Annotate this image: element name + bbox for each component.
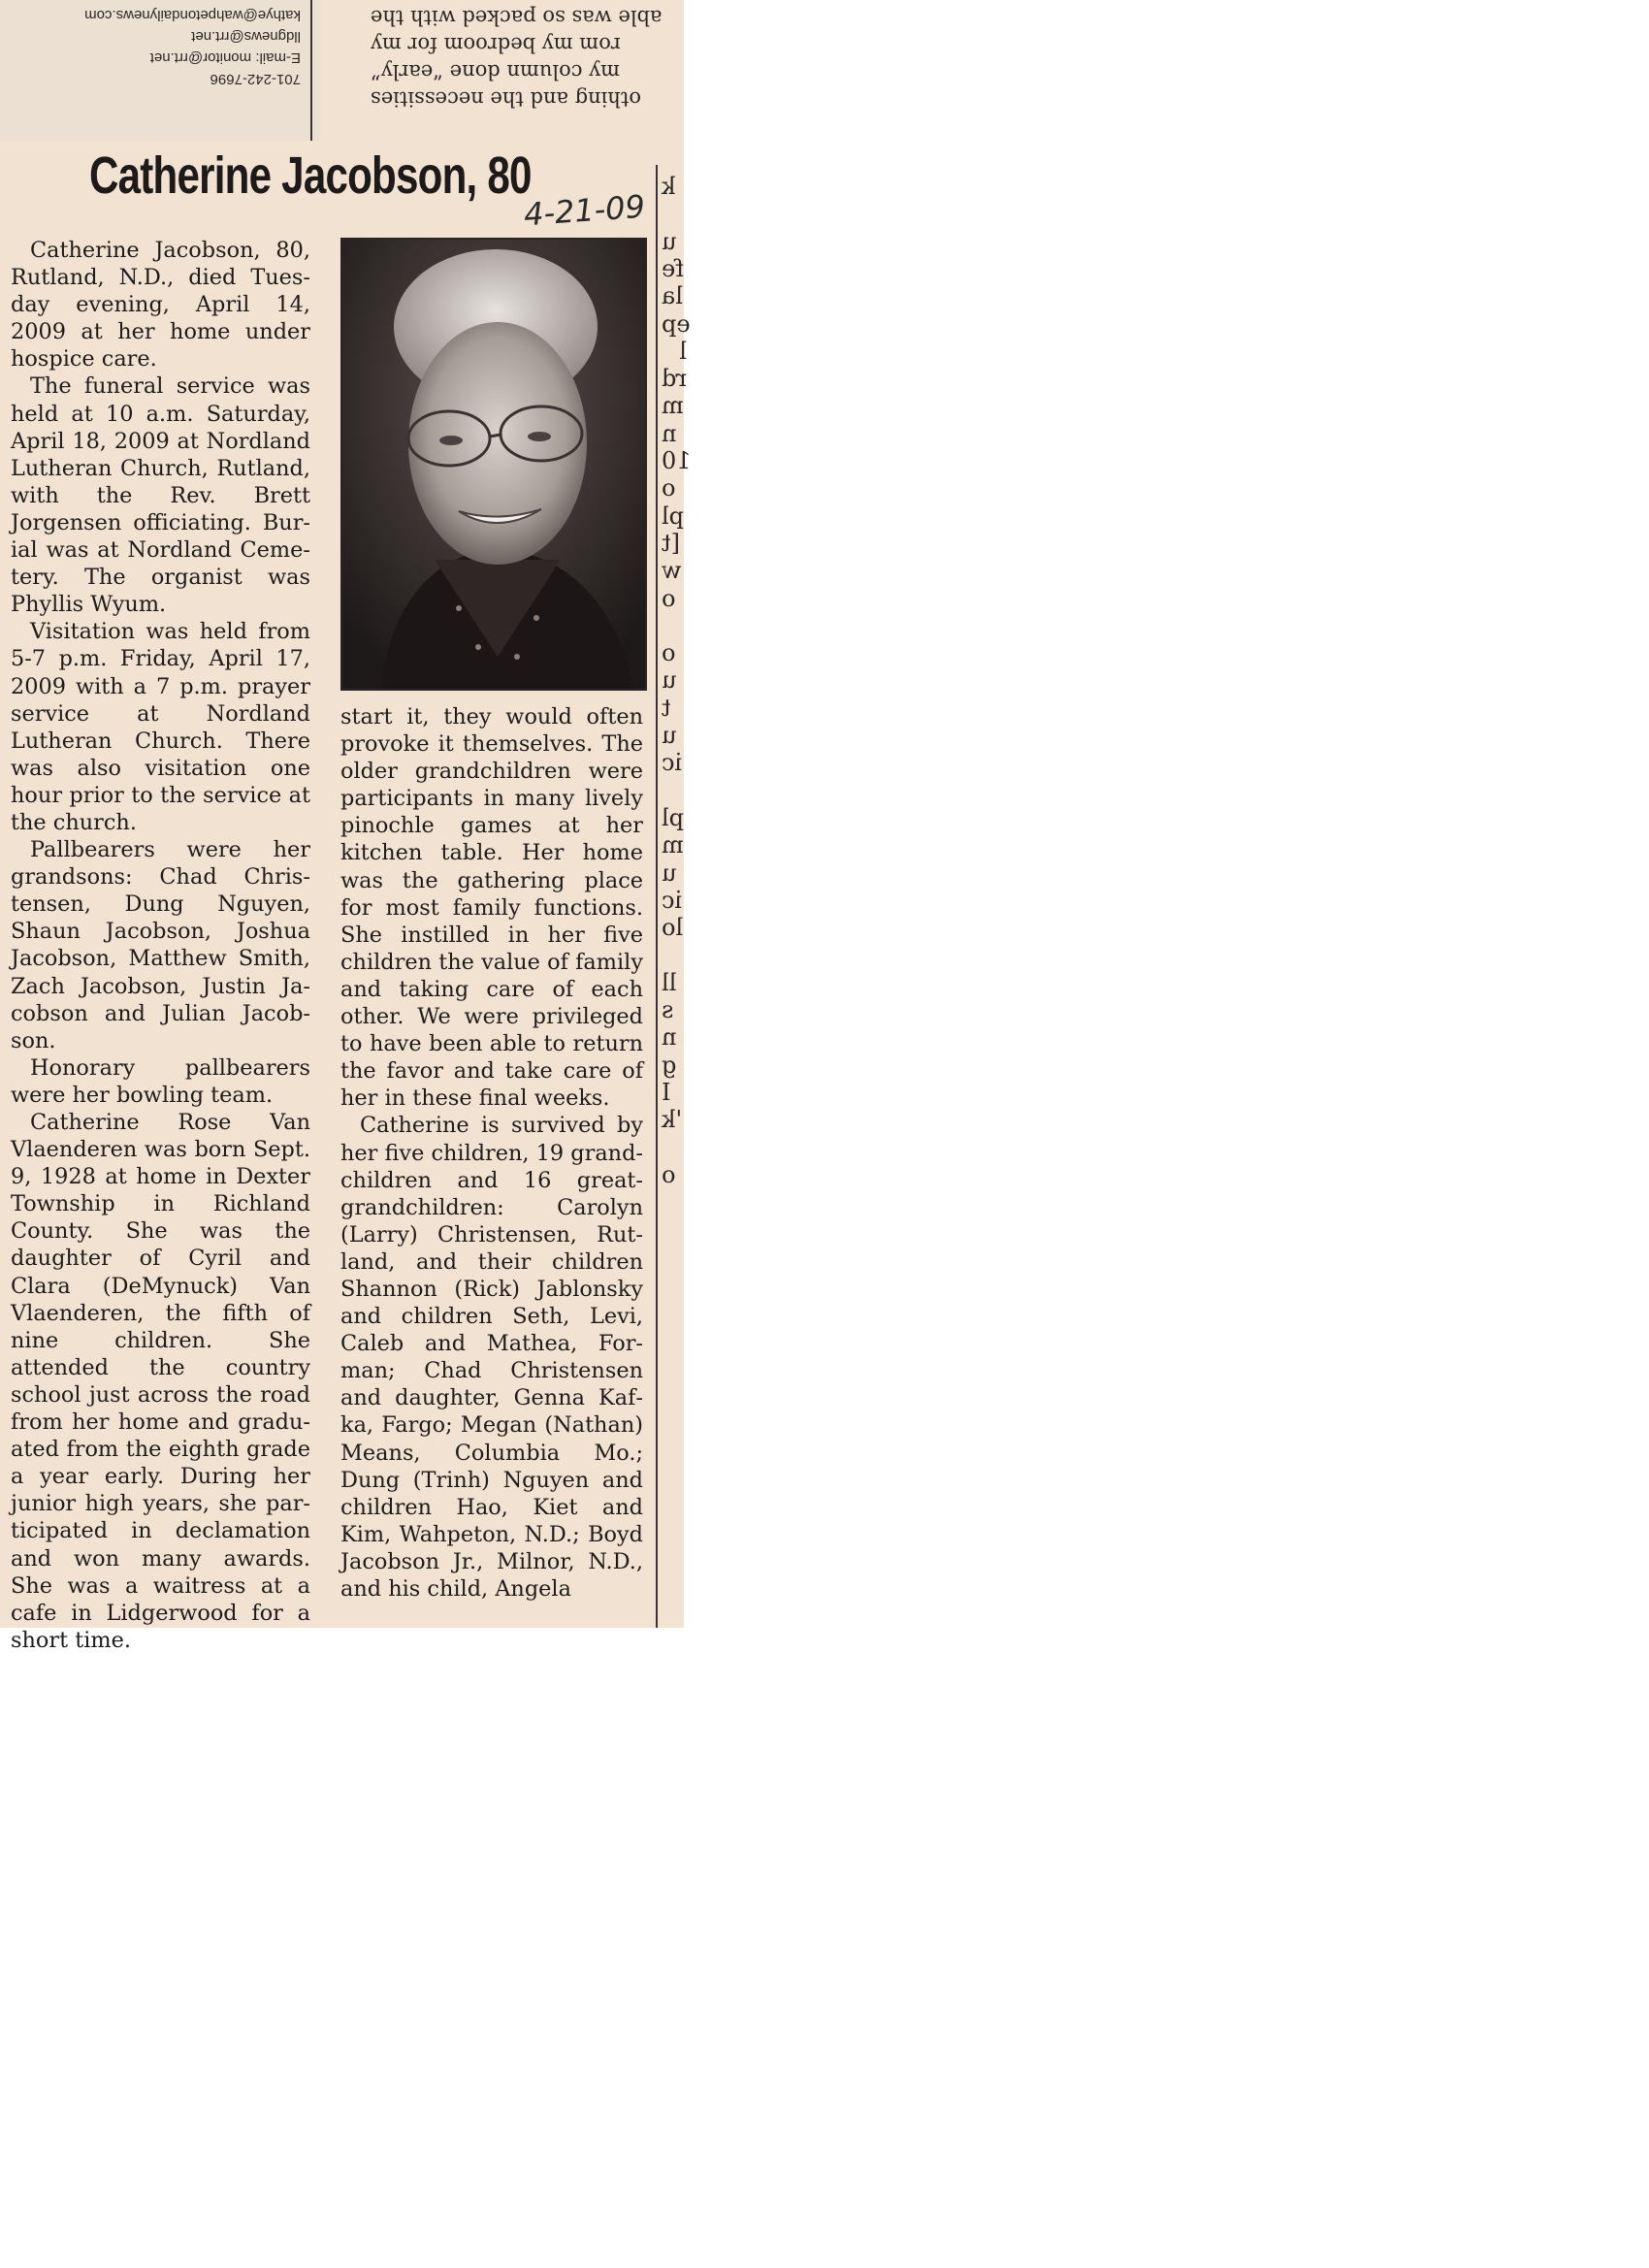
obituary-column-1 [11,237,310,1653]
upside-down-column-text [361,0,684,136]
upside-line: E-mail: monitor@rrt.net [149,49,301,66]
paragraph: Visitation was held from 5-7 p.m. Friday, April 17, 2009 with a 7 p.m. prayer service at Nordland Lutheran Church. There was also visitation one hour prior to the service at the church. [11,619,310,835]
edge-fragment: n [662,1023,677,1052]
edge-fragment: u [662,666,677,695]
obituary-column-2 [340,703,643,1628]
edge-fragment: o [662,639,676,667]
edge-fragment: u [662,722,677,749]
edge-fragment: lo [662,914,684,942]
upside-line: my column done “early” [371,60,620,83]
edge-fragment: t [662,694,671,722]
upside-line: lldgnews@rrt.net [191,28,301,45]
edge-fragment: fe [662,254,685,282]
edge-fragment: la [662,282,683,310]
edge-fragment: pl [662,502,685,530]
edge-fragment: I [662,1078,671,1106]
paragraph: start it, they would often provoke it themselves. The older grandchildren were participants in many lively pinochle games at her kitchen table. Her home was the gathering place for most family functions. She instilled in her five children the value of family and taking care of each other. We were privileged to have been able to return the favor and take care of her in these final weeks. [340,704,643,1112]
edge-fragment: ic [662,886,683,914]
paragraph: The funeral service was held at 10 a.m. Saturday, April 18, 2009 at Nordland Lutheran Church, Rutland, with the Rev. Brett Jorgensen officiating. Burial was at Nordland Cemetery. The organist was Phyllis Wyum. [11,373,310,618]
edge-fragment: u [662,227,677,255]
obituary-headline: Catherine Jacobson, 80 [89,146,532,205]
upside-down-contact-block [10,0,312,141]
edge-fragment: 10 [662,447,692,474]
edge-fragment: w [662,557,682,585]
edge-fragment: u [662,859,677,887]
paragraph: Honorary pallbearers were her bowling team. [11,1054,310,1108]
adjacent-column-edge [656,165,692,1628]
edge-fragment: k [662,173,676,200]
paragraph: Pallbearers were her grandsons: Chad Christensen, Dung Nguyen, Shaun Jacobson, Joshua Jacobson, Matthew Smith, Zach Jacobson, Justin Jacobson and Julian Jacobson. [11,837,310,1053]
upside-line: othing and the necessities [371,87,641,111]
edge-fragment: o [662,1160,676,1188]
edge-fragment: m [662,831,684,859]
edge-fragment: d [662,365,677,393]
edge-fragment: o [662,474,676,502]
paragraph: Catherine is survived by her five children, 19 grandchildren and 16 great-grandchildren: Carolyn (Larry) Christensen, Rutland, and their children Shannon (Rick) Jablonsky and children Seth, Levi, Caleb and Mathea, Forman; Chad Christensen and daughter, Genna Kafka, Fargo; Megan (Nathan) Means, Columbia Mo.; Dung (Trinh) Nguyen and children Hao, Kiet and Kim, Wahpeton, N.D.; Boyd Jacobson Jr., Milnor, N.D., and his child, Angela [340,1113,643,1602]
edge-fragment: m [662,392,684,420]
edge-fragment: 'k [662,1106,683,1134]
handwritten-date: 4-21-09 [522,187,647,234]
paragraph: Catherine Rose Van Vlaenderen was born Sept. 9, 1928 at home in Dexter Township in Richland County. She was the daughter of Cyril and Clara (DeMynuck) Van Vlaenderen, the fifth of nine children. She attended the country school just across the road from her home and graduated from the eighth grade a year early. During her junior high years, she participated in declamation and won many awards. She was a waitress at a cafe in Lidgerwood for a short time. [11,1110,310,1653]
upside-line: rom my bedroom for my [371,33,621,56]
portrait-photo [340,238,647,691]
edge-fragment: o [662,584,676,612]
edge-fragment: l r [675,337,687,392]
upside-line: 701-242-7696 [210,71,301,87]
paragraph: Catherine Jacobson, 80, Rutland, N.D., died Tuesday evening, April 14, 2009 at her home under hospice care. [11,238,310,373]
edge-fragment: ep [662,309,691,338]
edge-fragment: s [662,996,674,1023]
edge-fragment: [t [662,529,681,557]
upside-line: kathye@wahpetondailynews.com [84,7,301,23]
edge-fragment: pl [662,803,685,831]
edge-fragment: ic [662,749,683,777]
edge-fragment: n [662,419,677,447]
upside-line: able was so packed with the [371,6,663,29]
edge-fragment: g [662,1051,677,1079]
edge-fragment: ll [662,968,677,996]
newspaper-clipping [0,0,692,1653]
